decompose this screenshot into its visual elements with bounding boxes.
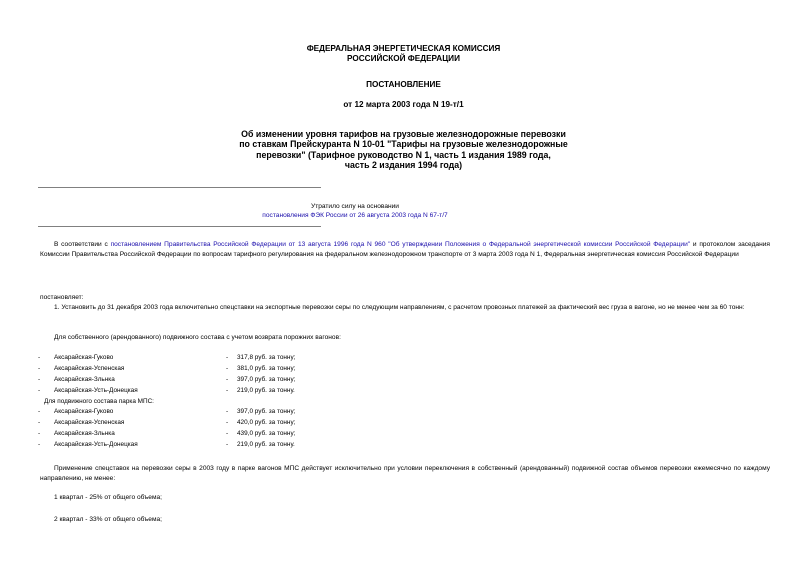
own-stock-heading: Для собственного (арендованного) подвижного состава с учетом возврата порожних вагонов: xyxy=(54,334,341,341)
list-dash: - xyxy=(226,354,229,361)
org-header xyxy=(0,44,807,63)
rate-value: 219,0 руб. за тонну. xyxy=(237,441,295,448)
title-line: часть 2 издания 1994 года) xyxy=(344,160,463,171)
application-paragraph: Применение спецставок на перевозки серы в 2003 году в парке вагонов МПС действует исключительно при условии переключения в собственный (арендованный) подвижной состав объемов перевозки ежемесячно по каждому направлению, не менее: xyxy=(40,465,770,482)
list-dash: - xyxy=(226,365,229,372)
rate-value: 317,8 руб. за тонну; xyxy=(237,354,296,361)
list-dash: - xyxy=(226,376,229,383)
mps-heading: Для подвижного состава парка МПС: xyxy=(44,398,154,405)
doc-type: ПОСТАНОВЛЕНИЕ xyxy=(366,80,441,89)
list-dash: - xyxy=(226,387,229,394)
title-line: по ставкам Прейскуранта N 10-01 "Тарифы на грузовые железнодорожные xyxy=(239,139,568,150)
list-dash: - xyxy=(38,354,41,361)
route-name: Аксарайская-Гуково xyxy=(54,408,114,415)
doc-date: от 12 марта 2003 года N 19-т/1 xyxy=(343,100,464,109)
government-decree-link[interactable]: постановлением Правительства Российской Федерации от 13 августа 1996 года N 960 "Об утверждении Положения о Федеральной энергетической комиссии Российской Федерации" xyxy=(110,241,691,248)
list-dash: - xyxy=(38,441,41,448)
rate-value: 397,0 руб. за тонну; xyxy=(237,376,296,383)
title-line: перевозки" (Тарифное руководство N 1, часть 1 издания 1989 года, xyxy=(256,149,551,160)
route-name: Аксарайская-Зльнка xyxy=(54,376,115,383)
list-dash: - xyxy=(38,387,41,394)
rate-value: 219,0 руб. за тонну. xyxy=(237,387,295,394)
repeal-decree-link[interactable]: постановления ФЭК России от 26 августа 2003 года N 67-т/7 xyxy=(262,212,448,219)
route-name: Аксарайская-Усть-Донецкая xyxy=(54,441,138,448)
divider-top xyxy=(38,187,321,188)
list-dash: - xyxy=(226,430,229,437)
preamble-paragraph xyxy=(40,240,770,259)
list-dash: - xyxy=(226,441,229,448)
divider-bottom xyxy=(38,226,321,227)
org-name-line1: ФЕДЕРАЛЬНАЯ ЭНЕРГЕТИЧЕСКАЯ КОМИССИЯ xyxy=(306,44,501,53)
rate-value: 439,0 руб. за тонну; xyxy=(237,430,296,437)
item-1-paragraph: 1. Установить до 31 декабря 2003 года включительно спецставки на экспортные перевозки серы по следующим направлениям, с расчетом провозных платежей за фактический вес груза в вагоне, но не менее чем за 60 тонн: xyxy=(54,304,745,311)
list-dash: - xyxy=(226,408,229,415)
route-name: Аксарайская-Усть-Донецкая xyxy=(54,387,138,394)
decree-word: постановляет: xyxy=(40,294,84,301)
route-name: Аксарайская-Зльнка xyxy=(54,430,115,437)
quarter-2-line: 2 квартал - 33% от общего объема; xyxy=(54,516,162,523)
rate-value: 397,0 руб. за тонну; xyxy=(237,408,296,415)
route-name: Аксарайская-Успенская xyxy=(54,365,125,372)
title-line: Об изменении уровня тарифов на грузовые железнодорожные перевозки xyxy=(241,129,566,139)
quarter-1-line: 1 квартал - 25% от общего объема; xyxy=(54,494,162,501)
doc-title xyxy=(0,129,807,171)
org-name-line2: РОССИЙСКОЙ ФЕДЕРАЦИИ xyxy=(347,53,460,63)
route-name: Аксарайская-Гуково xyxy=(54,354,114,361)
list-dash: - xyxy=(38,430,41,437)
rate-value: 420,0 руб. за тонну; xyxy=(237,419,296,426)
preamble-prefix: В соответствии с xyxy=(54,241,111,248)
route-name: Аксарайская-Успенская xyxy=(54,419,125,426)
list-dash: - xyxy=(38,419,41,426)
list-dash: - xyxy=(38,408,41,415)
preamble-suffix: и протоколом заседания Комиссии Правительства Российской Федерации по вопросам тарифного регулирования на федеральном железнодорожном транспорте от 3 марта 2003 года N 1, Федеральная энергетическая комиссия Российской Федерации xyxy=(40,241,770,258)
list-dash: - xyxy=(38,376,41,383)
list-dash: - xyxy=(226,419,229,426)
rate-value: 381,0 руб. за тонну; xyxy=(237,365,296,372)
list-dash: - xyxy=(38,365,41,372)
status-note: Утратило силу на основании xyxy=(311,203,399,210)
